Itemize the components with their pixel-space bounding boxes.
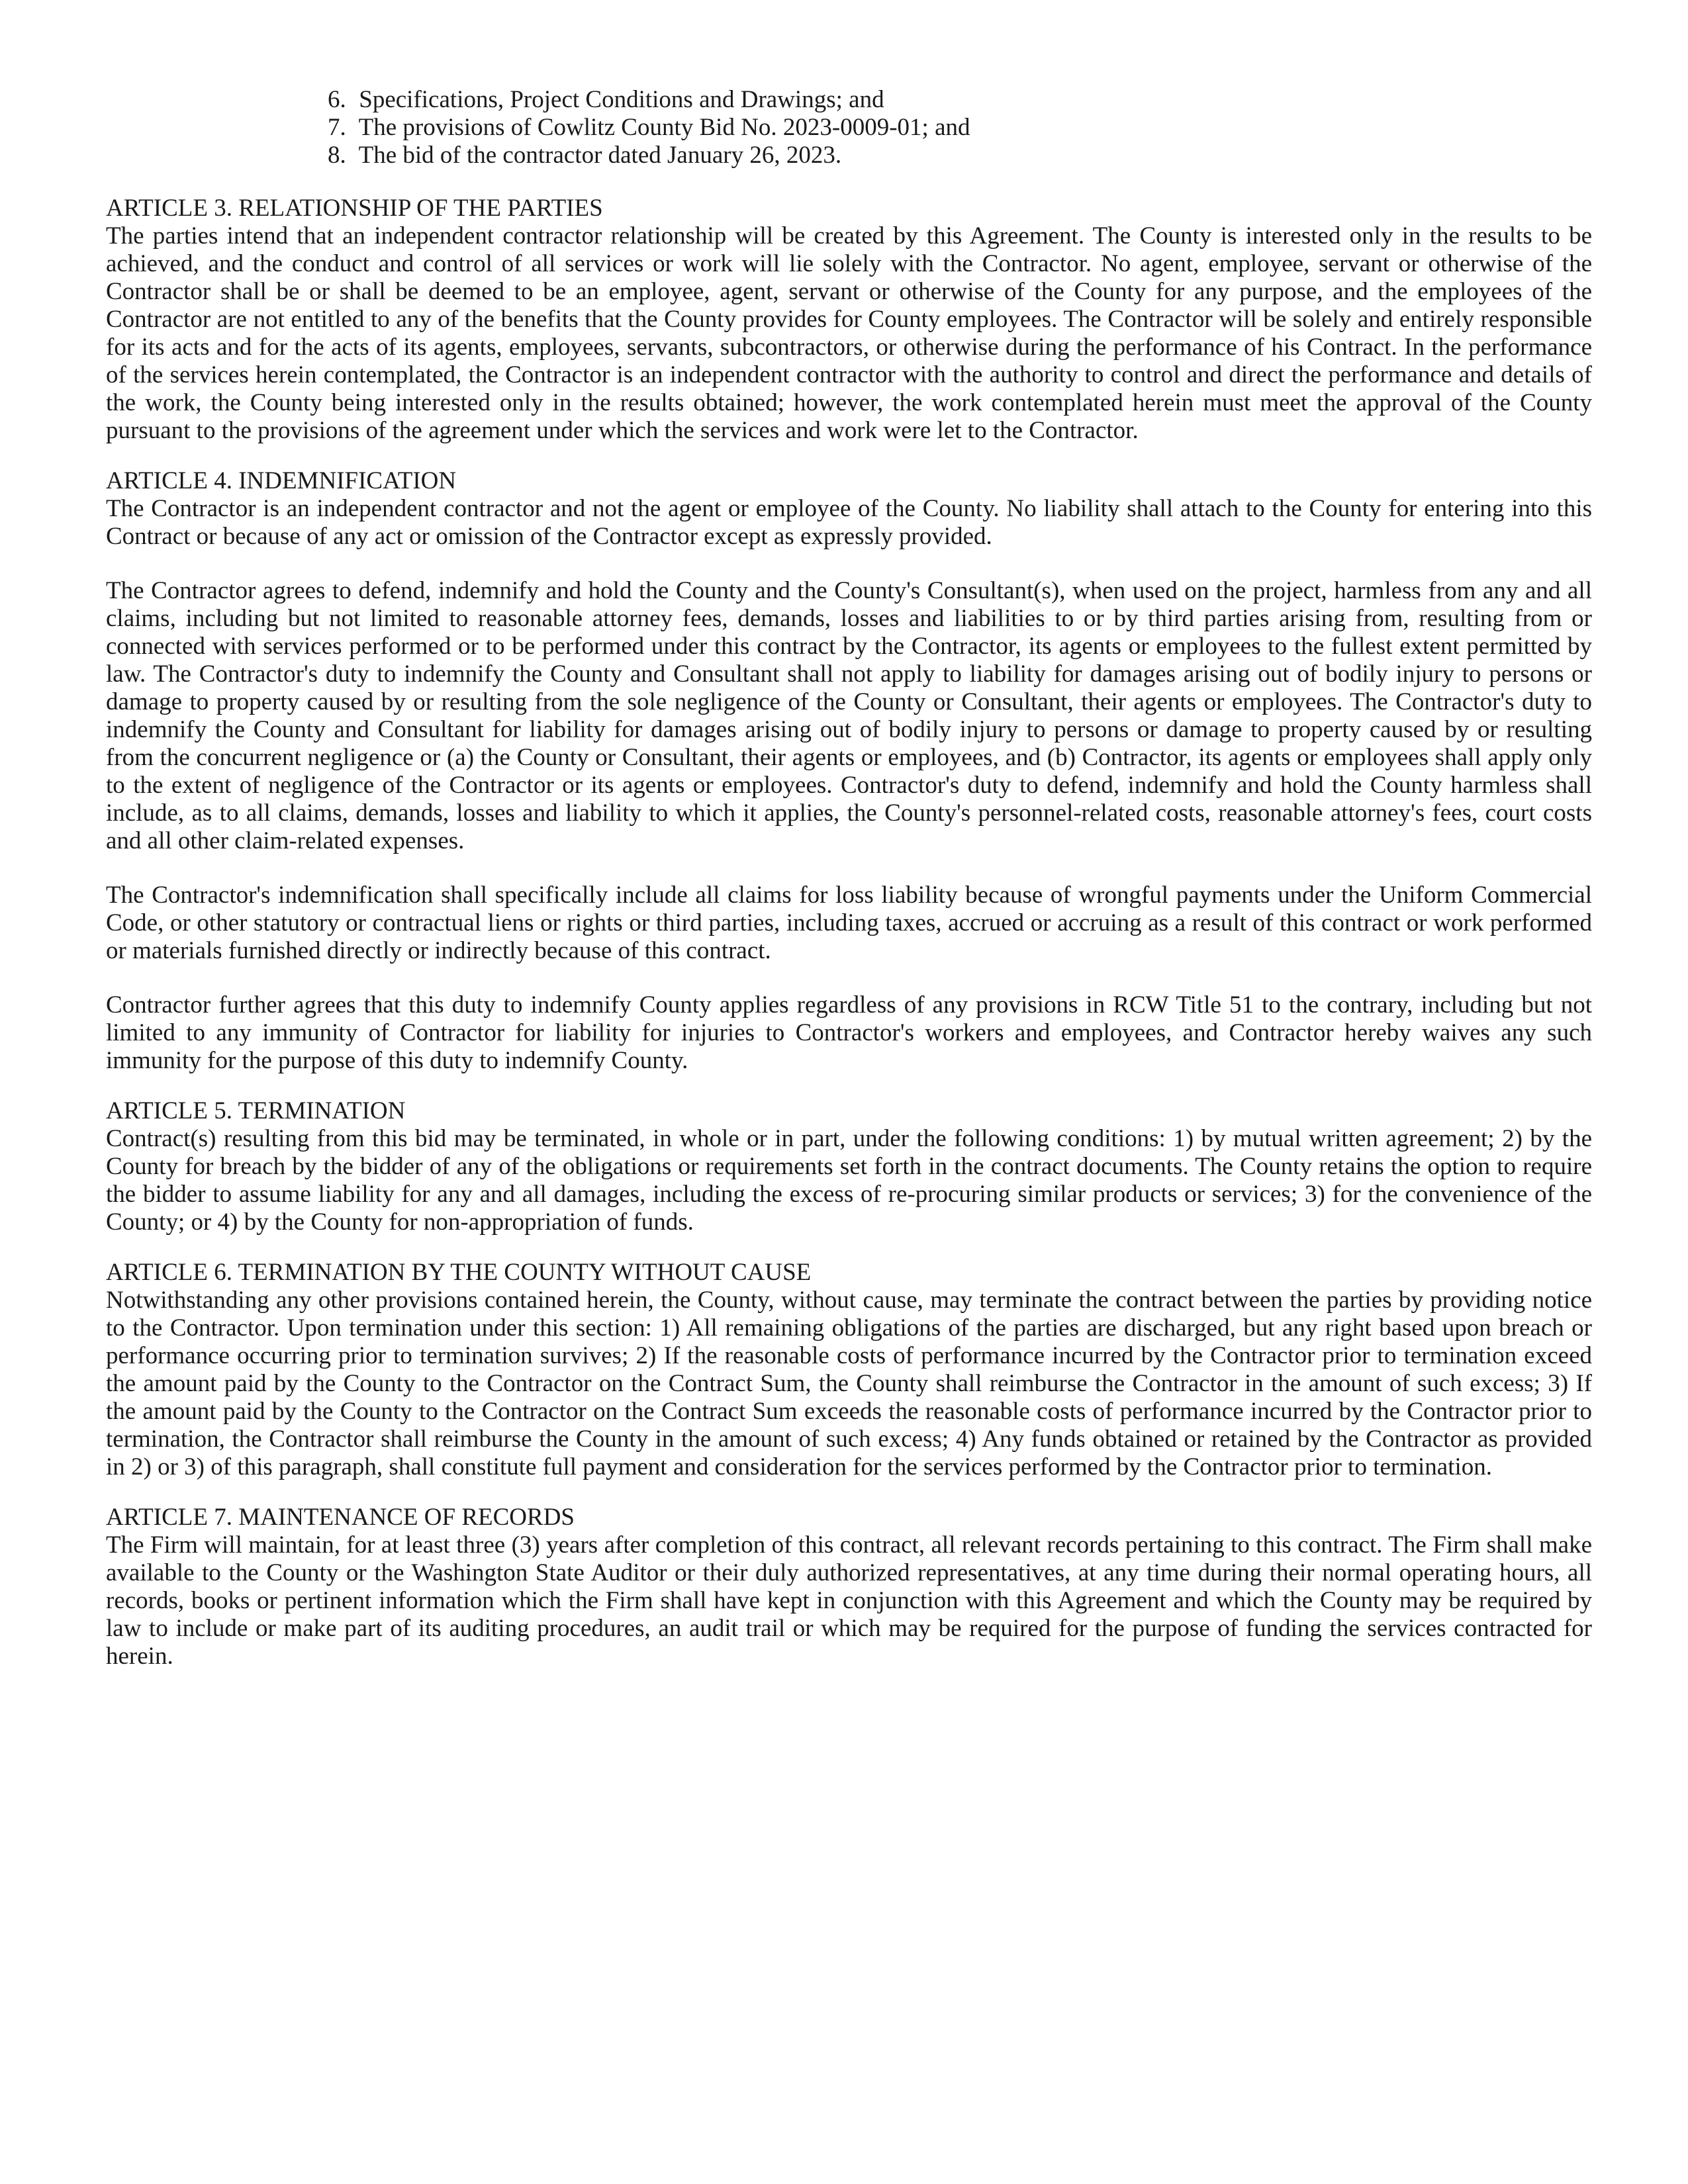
list-item: 6. Specifications, Project Conditions and Drawings; and [328,86,884,113]
article-5 [106,1097,1592,1236]
article-4-paragraph-1: The Contractor is an independent contractor and not the agent or employee of the County. No liability shall attach to the County for entering into this Contract or because of any act or omission of the Contractor except as expressly provided. [106,495,1592,550]
article-3-heading: ARTICLE 3. RELATIONSHIP OF THE PARTIES [106,195,603,222]
article-6-heading: ARTICLE 6. TERMINATION BY THE COUNTY WITHOUT CAUSE [106,1259,812,1286]
document-page [106,86,1592,1693]
article-4-paragraph-3: The Contractor's indemnification shall specifically include all claims for loss liability because of wrongful payments under the Uniform Commercial Code, or other statutory or contractual liens or rights or third parties, including taxes, accrued or accruing as a result of this contract or work performed or materials furnished directly or indirectly because of this contract. [106,882,1592,964]
contract-documents-list [106,86,1592,169]
article-4-paragraph-4: Contractor further agrees that this duty to indemnify County applies regardless of any provisions in RCW Title 51 to the contrary, including but not limited to any immunity of Contractor for liability for injuries to Contractor's workers and employees, and Contractor hereby waives any such immunity for the purpose of this duty to indemnify County. [106,991,1592,1074]
article-5-heading: ARTICLE 5. TERMINATION [106,1097,406,1124]
article-5-paragraph: Contract(s) resulting from this bid may be terminated, in whole or in part, under the following conditions: 1) by mutual written agreement; 2) by the County for breach by the bidder of any of the obligations or requirements set forth in the contract documents. The County retains the option to require the bidder to assume liability for any and all damages, including the excess of re-procuring similar products or services; 3) for the convenience of the County; or 4) by the County for non-appropriation of funds. [106,1125,1592,1236]
article-4-heading: ARTICLE 4. INDEMNIFICATION [106,467,457,494]
article-7-paragraph: The Firm will maintain, for at least three (3) years after completion of this contract, all relevant records pertaining to this contract. The Firm shall make available to the County or the Washington State Auditor or their duly authorized representatives, at any time during their normal operating hours, all records, books or pertinent information which the Firm shall have kept in conjunction with this Agreement and which the County may be required by law to include or make part of its auditing procedures, an audit trail or which may be required for the purpose of funding the services contracted for herein. [106,1531,1592,1670]
article-3 [106,195,1592,445]
article-4 [106,467,1592,1075]
article-3-paragraph: The parties intend that an independent contractor relationship will be created by this Agreement. The County is interested only in the results to be achieved, and the conduct and control of all services or work will lie solely with the Contractor. No agent, employee, servant or otherwise of the Contractor shall be or shall be deemed to be an employee, agent, servant or otherwise of the County for any purpose, and the employees of the Contractor are not entitled to any of the benefits that the County provides for County employees. The Contractor will be solely and entirely responsible for its acts and for the acts of its agents, employees, servants, subcontractors, or otherwise during the performance of his Contract. In the performance of the services herein contemplated, the Contractor is an independent contractor with the authority to control and direct the performance and details of the work, the County being interested only in the results obtained; however, the work contemplated herein must meet the approval of the County pursuant to the provisions of the agreement under which the services and work were let to the Contractor. [106,222,1592,444]
article-7 [106,1504,1592,1670]
article-4-paragraph-2: The Contractor agrees to defend, indemnify and hold the County and the County's Consultant(s), when used on the project, harmless from any and all claims, including but not limited to reasonable attorney fees, demands, losses and liabilities to or by third parties arising from, resulting from or connected with services performed or to be performed under this contract by the Contractor, its agents or employees to the fullest extent permitted by law. The Contractor's duty to indemnify the County and Consultant shall not apply to liability for damages arising out of bodily injury to persons or damage to property caused by or resulting from the sole negligence of the County or Consultant, their agents or employees. The Contractor's duty to indemnify the County and Consultant for liability for damages arising out of bodily injury to persons or damage to property caused by or resulting from the concurrent negligence or (a) the County or Consultant, their agents or employees, and (b) Contractor, its agents or employees shall apply only to the extent of negligence of the Contractor or its agents or employees. Contractor's duty to defend, indemnify and hold the County harmless shall include, as to all claims, demands, losses and liability to which it applies, the County's personnel-related costs, reasonable attorney's fees, court costs and all other claim-related expenses. [106,577,1592,854]
list-item: 8. The bid of the contractor dated January 26, 2023. [328,142,842,169]
article-6-paragraph: Notwithstanding any other provisions contained herein, the County, without cause, may terminate the contract between the parties by providing notice to the Contractor. Upon termination under this section: 1) All remaining obligations of the parties are discharged, but any right based upon breach or performance occurring prior to termination survives; 2) If the reasonable costs of performance incurred by the Contractor prior to termination exceed the amount paid by the County to the Contractor on the Contract Sum, the County shall reimburse the Contractor in the amount of such excess; 3) If the amount paid by the County to the Contractor on the Contract Sum exceeds the reasonable costs of performance incurred by the Contractor prior to termination, the Contractor shall reimburse the County in the amount of such excess; 4) Any funds obtained or retained by the Contractor as provided in 2) or 3) of this paragraph, shall constitute full payment and consideration for the services performed by the Contractor prior to termination. [106,1287,1592,1480]
article-6 [106,1259,1592,1481]
list-item: 7. The provisions of Cowlitz County Bid No. 2023-0009-01; and [328,114,970,141]
article-7-heading: ARTICLE 7. MAINTENANCE OF RECORDS [106,1504,575,1531]
